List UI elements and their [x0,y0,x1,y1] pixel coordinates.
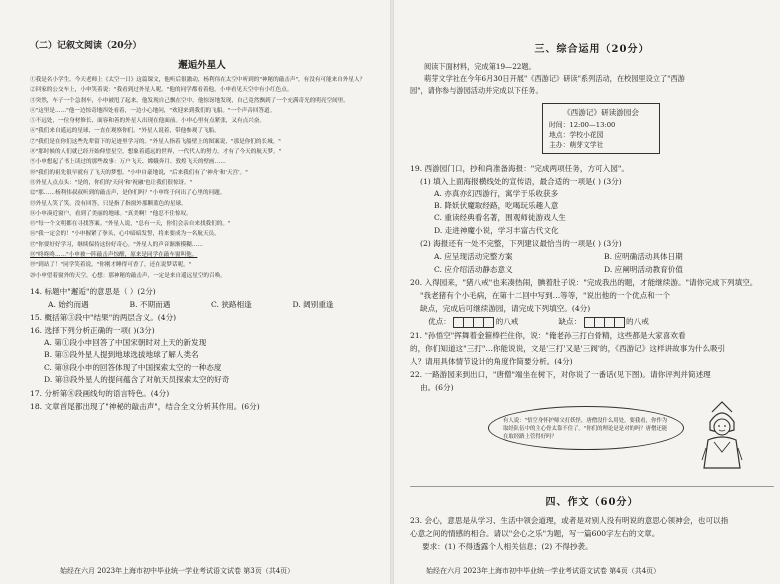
story-paragraph-underlined: ⑱"咚咚咚……"小申被一阵敲击声惊醒，原来是同学在敲车窗叫他。 [30,252,198,259]
q19-2-option-b[interactable]: B. 应明确活动具体日期 [604,252,683,262]
question-19-1: (1) 填入上面海报横线处的宣传语，最合适的一项是( ) (3分) [420,176,622,186]
question-15: 15. 概括第③段中"结果"的两层含义。(4分) [30,312,177,322]
question-22-line-2: 由。(6分) [420,383,454,393]
q19-2-option-d[interactable]: D. 应阐明活动教育价值 [604,265,683,275]
intro-line: 阅读下面材料，完成第19—22题。 [424,62,536,71]
story-paragraph: ⑥"我们来自遥远的星球，一直在观察你们。"外星人说着，带他参观了飞船。 [30,128,220,135]
q19-1-option-c[interactable]: C. 重读经典看名著，围观师徒游戏人生 [434,213,566,223]
story-paragraph: ⑰"你要好好学习，继续保持这份好奇心。"外星人的声音渐渐模糊…… [30,241,203,248]
story-paragraph: ⑭小申凑近窗户，看到了美丽的地球。"真美啊！"他忍不住惊叹。 [30,210,192,217]
q19-2-option-a[interactable]: A. 应呈现活动完整方案 [434,252,513,262]
section-title-composition: 四、作文（60分） [545,497,639,509]
story-paragraph: ⑮"每一个文明都在寻找答案。"外星人说，"总有一天，你们会亲自来找我们的。" [30,221,231,228]
q20-merit-tail: 的八戒 [495,317,519,327]
story-paragraph: ⑬外星人笑了笑，没有回答，只是指了指窗外那颗蓝色的星球。 [30,200,187,207]
question-14: 14. 标题中"邂逅"的意思是（ ）(2分) [30,286,156,296]
question-20-line-3: 缺点，完成后可继续游园，请完成下列填空。(4分) [420,304,591,314]
event-notice-box [542,103,660,154]
tang-monk-illustration [410,398,774,480]
question-21-line-3: 人？请用具体情节设计的角度作简要分析。(4分) [410,357,573,367]
left-page [0,0,388,584]
q19-1-option-a[interactable]: A. 亦真亦幻西游行，寓学于乐收获多 [434,188,559,198]
questions-block [30,285,374,413]
story-paragraph: ⑦"我们是在你们这些先辈留下的足迹里学习的。"外星人指着飞船壁上的图案说，"那是你们的长城。" [30,138,281,145]
notice-place: 地点：学校小花园 [549,130,604,139]
story-paragraph: ⑲"到站了！"同学笑着说，"你刚才睡得可香了，还在说梦话呢。" [30,262,192,269]
question-23-requirements: 要求：(1) 不得透露个人相关信息；(2) 不得抄袭。 [422,542,593,552]
question-16: 16. 选择下列分析正确的一项( )(3分) [30,325,155,335]
q16-option-b[interactable]: B. 第⑤段外星人提到地球选拔地球了解人类名 [44,350,199,360]
q19-1-option-b[interactable]: B. 降妖伏魔取经路，吃喝玩乐趣人意 [434,201,559,211]
question-21: 21. "孙悟空"挥舞着金箍棒拦住你，说："俺老孙三打白骨精，这些都是大家喜欢看 [410,331,686,341]
question-22: 22. 一路游园来到出口，"唐僧"端坐在树下，对你说了一番话(见下图)。请你评判并简述理 [410,370,711,380]
left-footer: 始经在六月 2023年上海市初中毕业统一学业考试语文试卷 第3页（共4页） [60,567,295,575]
q20-fault-boxes[interactable] [584,317,624,328]
q19-2-option-c[interactable]: C. 应介绍活动静态意义 [434,265,513,275]
story-title: 邂逅外星人 [178,60,226,71]
q14-option-b[interactable]: B. 不期而遇 [129,299,171,309]
intro-line: 萌芽文学社在今年6月30日开展"《西游记》研读"系列活动，在校园里设立了"西游 [424,74,685,84]
story-paragraph: ②回家的公交车上，小申笑着说："我看到过外星人呢。"他的同学都看着他，小申看见天空中有小红色点。 [30,87,293,94]
q20-fault [558,315,648,329]
q14-option-d[interactable]: D. 阔别重逢 [292,299,334,309]
q20-fill-row [428,315,774,329]
page-fold [390,0,394,584]
story-paragraph: ⑪外星人点点头："是的，你们的'天问'和'祝融'也让我们很惊讶。" [30,179,193,186]
notice-title: 《西游记》研读游园会 [563,107,639,117]
q20-fault-label: 缺点： [558,317,582,327]
story-paragraph: ⑯"我一定会的！"小申握紧了拳头，心中暗暗发誓，将来要成为一名航天员。 [30,231,220,238]
question-23-line-2: 心意之间的情感的相合。请以"会心之乐"为题，写一篇600字左右的文章。 [410,529,660,539]
section-title-reading: （二）记叙文阅读（20分） [30,41,142,51]
story-paragraph: ⑫"那……杨利伟叔叔听到的敲击声，是你们吗？"小申终于问出了心里的问题。 [30,190,226,197]
question-20: 20. 入得园来，"猪八戒"也来凑热闹，腆着肚子说："完成我出的题，才能继续游。"请你完成下列填空。 [410,278,758,288]
story-paragraph: ⑤不远处，一位身材修长、面容和善的外星人出现在他面前。小申心里有点紧张，又有点兴奋。 [30,118,265,125]
q14-option-a[interactable]: A. 始约而遇 [48,299,89,309]
q14-option-c[interactable]: C. 狭路相逢 [211,299,252,309]
q20-merit [428,315,518,329]
q19-2-options-row-2 [434,263,774,276]
speech-bubble: 有人说："悟空身怀护师父打妖怪，唐僧没什么用处，要我看，你作为取经队伍中的主心骨太靠不住了。"你们的理论是是对的吗？唐僧还能在取经路上管得好吗？ [488,406,684,450]
story-paragraph: ①我是名小学生。今天老师上《太空一日》这篇课文，他听后很激动，杨利伟在太空中听到的"神秘的敲击声"，有没有可能来自外星人？ [30,77,366,83]
section-divider [410,486,774,487]
intro-line: 园"，请你参与游园活动并完成以下任务。 [410,86,543,96]
notice-time: 时间：12:00—13:00 [549,120,616,129]
question-23: 23. 会心，意思是从学习、生活中领会道理，或者是对别人没有明说的意思心领神会，也可以指 [410,516,729,526]
story-paragraph: ⑩"我们的祖先很早就有了飞天的梦想。"小申自豪地说，"后来我们有了'神舟'和'天宫'。" [30,169,248,176]
story-paragraph: ⑨小申想起了书上读过的那些故事：万户飞天、嫦娥奔月、敦煌飞天的壁画…… [30,159,226,166]
story-paragraph: ⑳小申望着窗外的天空，心想：那神秘的敲击声，一定是来自遥远星空的召唤。 [30,272,226,279]
q20-merit-boxes[interactable] [453,317,493,328]
q19-1-option-d[interactable]: D. 走进神魔小说，学习丰富古代文化 [434,225,559,235]
story-paragraph: ③突然，车子一个急刹车，小申被甩了起来。他发现自己飘在空中。他惊讶地发现，自己竟然飘到了一个充满奇光的明亮空间里。 [30,97,349,104]
section-title-comprehensive: 三、综合运用（20分） [534,44,650,55]
story-paragraph: ④"这里是……"他一边惊奇地四处看着，一边小心地问，"欢迎来到我们的飞船。"一个声音回答道。 [30,107,276,114]
q16-option-a[interactable]: A. 第①段小申回答了中国宋朝时对上天的新发现 [44,337,207,347]
q19-2-options-row-1 [434,250,774,263]
q20-merit-label: 优点： [428,317,451,327]
q16-option-d[interactable]: D. 第⑬段外星人的提问蕴含了对航天员探索太空的好奇 [44,375,230,385]
question-17: 17. 分析第⑧段画线句的语言特色。(4分) [30,388,170,398]
q16-option-c[interactable]: C. 第⑩段小申的回答体现了中国探索太空的一种态度 [44,362,222,372]
story-body [30,75,374,281]
question-19-2: (2) 海报还有一处不完整，下列建议最恰当的一项是( ) (3分) [420,239,622,249]
q14-options [48,298,374,311]
question-21-line-2: 的，你们知道这"三打"…你能说说，文是'三打'又是'三阀'的，《西游记》这样讲故事为什么吸引 [410,344,726,354]
q20-fault-tail: 的八戒 [626,317,649,327]
monk-figure-icon [692,400,752,470]
question-19: 19. 西游园门口，抄和尚准备海报："完成两项任务，方可入园"。 [410,163,629,173]
right-footer: 始经在六月 2023年上海市初中毕业统一学业考试语文试卷 第4页（共4页） [426,567,661,575]
notice-host: 主办：萌芽文学社 [549,140,604,149]
story-paragraph: ⑧"那时候的人们就已经开始仰望星空，想象着遥远的世界，一代代人的努力，才有了今天的航天梦。" [30,149,282,156]
question-20-line-2: "我老猪有个小毛病，在第十二回中写到…等等，"说出他的一个优点和一个 [420,291,670,301]
question-18: 18. 文章首尾都出现了"神秘的敲击声"，结合全文分析其作用。(6分) [30,401,260,411]
right-page [396,0,780,584]
